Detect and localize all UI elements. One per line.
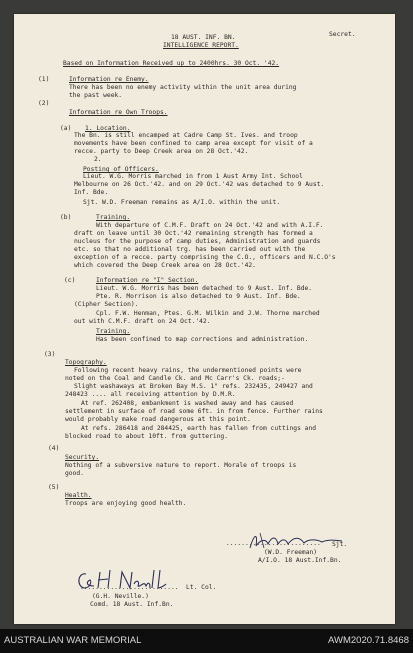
- text-line: draft on leave until 30 Oct.'42 remaining strength has formed a: [74, 230, 313, 237]
- item-number: 2.: [94, 156, 102, 163]
- classification-label: Secret.: [329, 31, 356, 38]
- section-heading-health: Health.: [65, 492, 92, 499]
- signatory-role: Comd. 18 Aust. Inf.Bn.: [90, 601, 174, 608]
- text-line: Lieut. W.G. Morris has been detached to 9 Aust. Inf. Bde.: [96, 285, 313, 292]
- report-basis: Based on Information Received up to 2400hrs. 30 Oct. '42.: [63, 60, 280, 67]
- subsection-label: (c): [64, 277, 76, 284]
- text-line: The Bn. is still encamped at Cadre Camp St. Ives. and troop: [74, 132, 298, 139]
- text-line: noted on the Coal and Candle Ck. and Mc Carr's Ck. roads;-: [65, 375, 285, 382]
- text-line: Troops are enjoying good health.: [65, 500, 187, 507]
- text-line: etc. so that no additional trg. has been carried out with the: [74, 246, 306, 253]
- text-line: Inf. Bde.: [74, 189, 109, 196]
- signature-line: ..........................: [80, 584, 179, 591]
- signatory-name: (W.D. Freeman): [264, 549, 318, 556]
- text-line: out with C.M.F. draft on 24 Oct.'42.: [74, 318, 211, 325]
- signatory-role: A/I.O. 18 Aust.Inf.Bn.: [258, 557, 342, 564]
- text-line: Nothing of a subversive nature to report. Morale of troops is: [65, 462, 297, 469]
- report-subtitle: INTELLIGENCE REPORT.: [163, 42, 239, 49]
- subheading-training: Training.: [96, 214, 131, 221]
- text-line: good.: [65, 470, 84, 477]
- signatory-rank: Lt. Col.: [186, 584, 217, 591]
- text-line: blocked road to about 10ft. from guttering.: [65, 433, 229, 440]
- signature-line: .........................: [226, 540, 321, 547]
- text-line: Cpl. F.W. Henman, Ptes. G.M. Wilkin and J.W. Thorne marched: [96, 310, 320, 317]
- text-line: At ref. 262408, embankment is washed away and has caused: [81, 400, 294, 407]
- subsection-label: (a): [60, 125, 72, 132]
- text-line: nucleus for the purpose of camp duties, Administration and guards: [74, 238, 321, 245]
- section-number: (5): [48, 484, 60, 491]
- text-line: Has been confined to map corrections and administration.: [96, 336, 309, 343]
- text-line: Following recent heavy rains, the undermentioned points were: [74, 367, 302, 374]
- text-line: Pte. R. Morrison is also detached to 9 Aust. Inf. Bde.: [96, 293, 301, 300]
- text-line: recce. party to Deep Creek area on 28 Oct.'42.: [74, 148, 249, 155]
- section-heading-own-troops: Information re Own Troops.: [69, 109, 168, 116]
- text-line: would probably make road dangerous at this point.: [65, 416, 251, 423]
- section-number: (3): [44, 351, 56, 358]
- section-number: (2): [38, 100, 50, 107]
- subheading-i-section: Information re "I" Section.: [96, 277, 199, 284]
- text-line: Lieut. W.G. Morris marched in from 1 Aust Army Int. School: [83, 173, 303, 180]
- section-heading-enemy: Information re Enemy.: [69, 76, 149, 83]
- text-line: Sjt. W.D. Freeman remains as A/I.O. within the unit.: [83, 199, 281, 206]
- document-page: [14, 14, 395, 624]
- text-line: Slight washaways at Broken Bay M.S. 1" refs. 232435, 249427 and: [74, 383, 313, 390]
- text-line: 248423 .... all receiving attention by D.M.R.: [65, 391, 236, 398]
- archive-footer: [0, 629, 413, 653]
- subheading-training-2: Training.: [96, 328, 131, 335]
- unit-title: 18 AUST. INF. BN.: [171, 34, 236, 41]
- text-line: There has been no enemy activity within the unit area during: [69, 84, 297, 91]
- accession-number: AWM2020.71.8468: [328, 635, 409, 646]
- text-line: Melbourne on 26 Oct.'42. and on 29 Oct.'42 was detached to 9 Aust.: [74, 181, 325, 188]
- text-line: the past week.: [69, 92, 123, 99]
- subsection-label: (b): [60, 214, 72, 221]
- institution-name: AUSTRALIAN WAR MEMORIAL: [4, 635, 142, 646]
- text-line: which covered the Deep Creek area on 28 Oct.'42.: [74, 262, 256, 269]
- section-number: (1): [38, 76, 50, 83]
- subheading-location: 1. Location.: [85, 125, 131, 132]
- section-number: (4): [48, 445, 60, 452]
- subheading-posting: Posting of Officers.: [83, 166, 159, 173]
- signatory-rank: Sjt.: [332, 541, 348, 548]
- text-line: (Cipher Section).: [74, 301, 139, 308]
- text-line: settlement in surface of road some 6ft. in from fence. Further rains: [65, 408, 323, 415]
- section-heading-topography: Topography.: [65, 359, 107, 366]
- text-line: movements have been confined to camp area except for visit of a: [74, 140, 313, 147]
- section-heading-security: Security.: [65, 454, 100, 461]
- text-line: exception of a recce. party comprising the C.O., officers and N.C.O's: [74, 254, 336, 261]
- text-line: With departure of C.M.F. Draft on 24 Oct.'42 and with A.I.F.: [96, 222, 324, 229]
- signatory-name: (G.H. Neville.): [92, 593, 149, 600]
- text-line: At refs. 286418 and 284425, earth has fallen from cuttings and: [81, 425, 317, 432]
